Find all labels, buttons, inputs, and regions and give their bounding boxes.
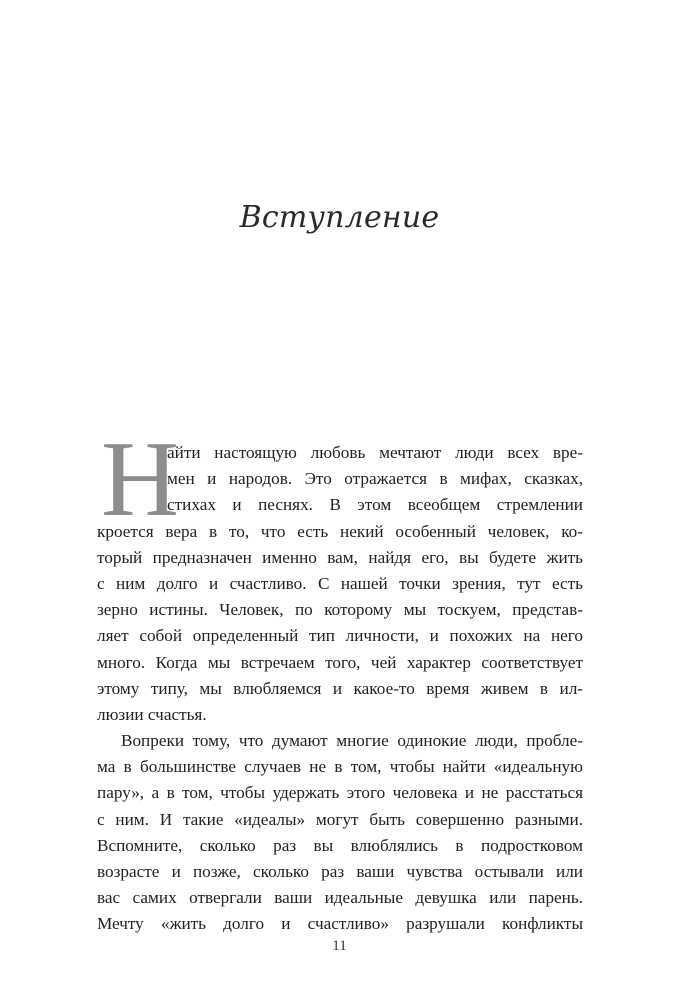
text-line: с ним. И такие «идеалы» могут быть совершенно разными. xyxy=(97,809,583,829)
text-line: пару», а в том, чтобы удержать этого человека и не расстаться xyxy=(97,783,583,803)
text-line: Вопреки тому, что думают многие одинокие люди, пробле- xyxy=(121,731,583,751)
drop-cap-letter: Н xyxy=(101,420,179,539)
text-line: стихах и песнях. В этом всеобщем стремлении xyxy=(167,495,583,515)
paragraph-2 xyxy=(97,728,583,938)
text-line: зерно истины. Человек, по которому мы тоскуем, представ- xyxy=(97,600,583,620)
text-line: с ним долго и счастливо. С нашей точки зрения, тут есть xyxy=(97,573,583,593)
text-line: ляет собой определенный тип личности, и похожих на него xyxy=(97,626,583,646)
text-line: возрасте и позже, сколько раз ваши чувства остывали или xyxy=(97,862,583,881)
text-line: много. Когда мы встречаем того, чей характер соответствует xyxy=(97,652,583,672)
body-text xyxy=(97,420,583,938)
text-line: Вспомните, сколько раз вы влюблялись в подростковом xyxy=(97,835,583,855)
page-number: 11 xyxy=(332,938,347,954)
text-line: люзии счастья. xyxy=(97,704,207,724)
text-line: этому типу, мы влюбляемся и какое-то время живем в ил- xyxy=(97,678,583,698)
text-line: мен и народов. Это отражается в мифах, сказках, xyxy=(167,469,583,489)
text-line: кроется вера в то, что есть некий особенный человек, ко- xyxy=(97,521,583,541)
text-line: торый предназначен именно вам, найдя его, вы будете жить xyxy=(97,547,583,567)
text-line: Мечту «жить долго и счастливо» разрушали конфликты xyxy=(97,914,583,934)
paragraph-1 xyxy=(97,420,583,728)
chapter-title: Вступление xyxy=(239,200,440,235)
text-line: ма в большинстве случаев не в том, чтобы найти «идеальную xyxy=(97,757,583,777)
text-line: айти настоящую любовь мечтают люди всех вре- xyxy=(167,443,583,462)
text-line: вас самих отвергали ваши идеальные девушка или парень. xyxy=(97,888,583,908)
